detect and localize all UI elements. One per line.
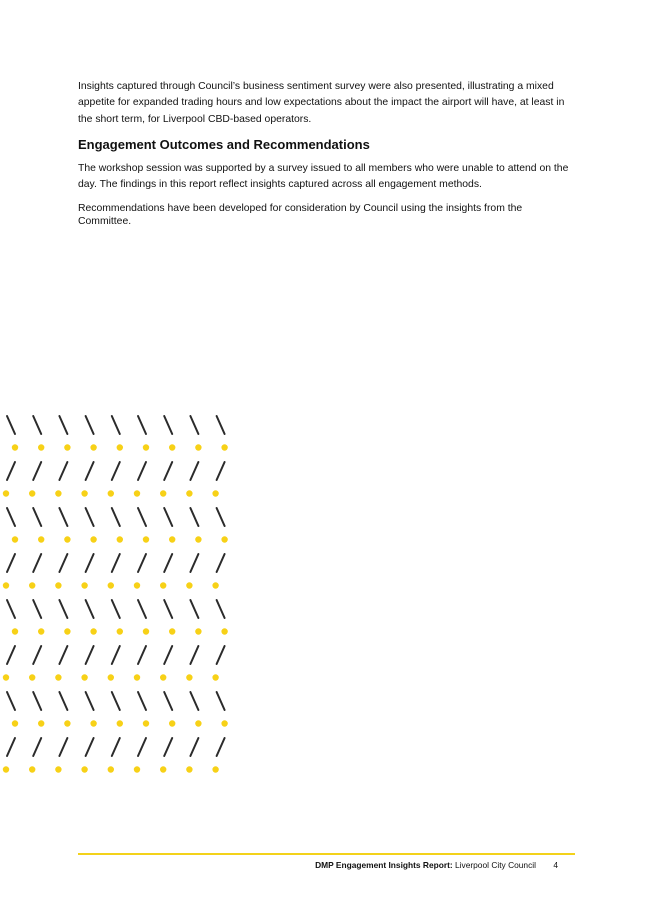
pattern-dash bbox=[59, 692, 67, 710]
pattern-dash bbox=[138, 462, 146, 480]
pattern-dot bbox=[221, 628, 227, 634]
pattern-dot bbox=[195, 444, 201, 450]
pattern-dash bbox=[112, 508, 120, 526]
pattern-dot bbox=[117, 720, 123, 726]
pattern-dash bbox=[86, 646, 94, 664]
pattern-dot bbox=[3, 674, 9, 680]
pattern-dot bbox=[90, 536, 96, 542]
pattern-dot bbox=[55, 674, 61, 680]
pattern-dot bbox=[81, 766, 87, 772]
pattern-dash bbox=[164, 554, 172, 572]
pattern-dot bbox=[221, 720, 227, 726]
pattern-dot bbox=[90, 628, 96, 634]
pattern-dot bbox=[29, 766, 35, 772]
pattern-dash bbox=[138, 508, 146, 526]
pattern-dot bbox=[108, 766, 114, 772]
pattern-dot bbox=[169, 444, 175, 450]
pattern-dot bbox=[221, 444, 227, 450]
pattern-dot bbox=[169, 628, 175, 634]
pattern-dash bbox=[112, 646, 120, 664]
pattern-dot bbox=[55, 766, 61, 772]
pattern-dot bbox=[143, 720, 149, 726]
pattern-dot bbox=[108, 490, 114, 496]
pattern-dot bbox=[134, 674, 140, 680]
pattern-dot bbox=[134, 490, 140, 496]
pattern-dash bbox=[138, 600, 146, 618]
pattern-dot bbox=[195, 720, 201, 726]
pattern-dot bbox=[108, 674, 114, 680]
pattern-dash bbox=[138, 646, 146, 664]
pattern-dot bbox=[186, 766, 192, 772]
pattern-dash bbox=[164, 738, 172, 756]
pattern-dot bbox=[90, 720, 96, 726]
pattern-dot bbox=[212, 582, 218, 588]
pattern-dot bbox=[169, 720, 175, 726]
pattern-dash bbox=[217, 554, 225, 572]
pattern-dot bbox=[12, 444, 18, 450]
pattern-dash bbox=[112, 600, 120, 618]
pattern-dot bbox=[143, 628, 149, 634]
pattern-dot bbox=[3, 490, 9, 496]
pattern-dot bbox=[64, 628, 70, 634]
pattern-dash bbox=[190, 600, 198, 618]
pattern-dot bbox=[3, 766, 9, 772]
pattern-dash bbox=[33, 600, 41, 618]
pattern-dash bbox=[138, 692, 146, 710]
pattern-dash bbox=[112, 554, 120, 572]
body-paragraph-2: The workshop session was supported by a survey issued to all members who were unable to attend on the day. The findings in this report reflect insights captured across all engagement methods. bbox=[78, 162, 569, 191]
pattern-dot bbox=[195, 628, 201, 634]
pattern-dot bbox=[134, 582, 140, 588]
pattern-dash bbox=[33, 508, 41, 526]
pattern-dash bbox=[138, 738, 146, 756]
pattern-dot bbox=[143, 444, 149, 450]
pattern-dot bbox=[81, 582, 87, 588]
pattern-dot bbox=[90, 444, 96, 450]
pattern-dot bbox=[160, 582, 166, 588]
pattern-dash bbox=[59, 416, 67, 434]
pattern-dash bbox=[7, 554, 15, 572]
pattern-dash bbox=[138, 416, 146, 434]
pattern-dot bbox=[221, 536, 227, 542]
pattern-dash bbox=[112, 416, 120, 434]
pattern-dash bbox=[7, 738, 15, 756]
pattern-dash bbox=[217, 462, 225, 480]
pattern-dot bbox=[186, 674, 192, 680]
pattern-dash bbox=[33, 692, 41, 710]
pattern-dash bbox=[112, 462, 120, 480]
pattern-dot bbox=[29, 674, 35, 680]
pattern-dot bbox=[117, 444, 123, 450]
pattern-dot bbox=[38, 720, 44, 726]
pattern-dash bbox=[86, 462, 94, 480]
pattern-dash bbox=[217, 738, 225, 756]
page-footer bbox=[315, 859, 558, 871]
pattern-dot bbox=[81, 674, 87, 680]
pattern-dash bbox=[59, 462, 67, 480]
pattern-dot bbox=[3, 582, 9, 588]
pattern-dash bbox=[33, 738, 41, 756]
pattern-dash bbox=[7, 508, 15, 526]
pattern-dot bbox=[29, 582, 35, 588]
pattern-dot bbox=[55, 582, 61, 588]
pattern-dash bbox=[86, 554, 94, 572]
pattern-dash bbox=[59, 554, 67, 572]
pattern-dot bbox=[186, 490, 192, 496]
pattern-dot bbox=[212, 490, 218, 496]
pattern-dot bbox=[29, 490, 35, 496]
pattern-dot bbox=[160, 674, 166, 680]
pattern-dash bbox=[190, 738, 198, 756]
pattern-dot bbox=[160, 766, 166, 772]
page-number: 4 bbox=[553, 860, 558, 870]
pattern-dot bbox=[195, 536, 201, 542]
pattern-dot bbox=[212, 766, 218, 772]
pattern-dash bbox=[190, 508, 198, 526]
pattern-dash bbox=[7, 600, 15, 618]
footer-report-title: DMP Engagement Insights Report: bbox=[315, 860, 453, 870]
footer-organisation: Liverpool City Council bbox=[455, 860, 536, 870]
pattern-dot bbox=[55, 490, 61, 496]
pattern-dot bbox=[81, 490, 87, 496]
pattern-dash bbox=[217, 416, 225, 434]
pattern-dash bbox=[190, 692, 198, 710]
pattern-dash bbox=[112, 738, 120, 756]
pattern-dash bbox=[86, 508, 94, 526]
pattern-dash bbox=[138, 554, 146, 572]
pattern-dash bbox=[86, 692, 94, 710]
pattern-dot bbox=[64, 444, 70, 450]
pattern-dash bbox=[190, 646, 198, 664]
pattern-dash bbox=[59, 508, 67, 526]
pattern-dash bbox=[86, 600, 94, 618]
pattern-dash bbox=[7, 692, 15, 710]
decorative-dash-dot-pattern bbox=[0, 406, 240, 778]
pattern-dash bbox=[59, 600, 67, 618]
pattern-dash bbox=[7, 416, 15, 434]
pattern-dash bbox=[217, 508, 225, 526]
pattern-dash bbox=[59, 646, 67, 664]
page-content bbox=[78, 79, 578, 228]
pattern-dot bbox=[134, 766, 140, 772]
pattern-dot bbox=[108, 582, 114, 588]
pattern-dash bbox=[164, 692, 172, 710]
pattern-dot bbox=[143, 536, 149, 542]
pattern-dash bbox=[33, 554, 41, 572]
pattern-dot bbox=[38, 536, 44, 542]
pattern-dash bbox=[164, 646, 172, 664]
pattern-dot bbox=[12, 628, 18, 634]
pattern-dot bbox=[64, 720, 70, 726]
pattern-dash bbox=[190, 462, 198, 480]
pattern-dash bbox=[86, 416, 94, 434]
pattern-dash bbox=[86, 738, 94, 756]
pattern-dot bbox=[186, 582, 192, 588]
pattern-dash bbox=[164, 600, 172, 618]
pattern-dot bbox=[12, 536, 18, 542]
section-heading: Engagement Outcomes and Recommendations bbox=[78, 136, 370, 152]
pattern-dash bbox=[7, 462, 15, 480]
pattern-dot bbox=[212, 674, 218, 680]
pattern-dot bbox=[12, 720, 18, 726]
pattern-dash bbox=[33, 462, 41, 480]
body-paragraph-1: Insights captured through Council’s business sentiment survey were also presented, illustrating a mixed appetite for expanded trading hours and low expectations about the impact the airport will have, at least in the short term, for Liverpool CBD-based operators. bbox=[78, 81, 565, 125]
body-paragraph-3: Recommendations have been developed for consideration by Council using the insights from the Committee. bbox=[78, 203, 523, 228]
pattern-dot bbox=[117, 628, 123, 634]
pattern-dot bbox=[38, 628, 44, 634]
pattern-dash bbox=[33, 416, 41, 434]
footer-divider bbox=[78, 853, 575, 855]
pattern-dash bbox=[33, 646, 41, 664]
pattern-dash bbox=[190, 416, 198, 434]
pattern-dash bbox=[164, 508, 172, 526]
pattern-dot bbox=[38, 444, 44, 450]
pattern-dash bbox=[59, 738, 67, 756]
pattern-dash bbox=[190, 554, 198, 572]
pattern-dot bbox=[160, 490, 166, 496]
pattern-dash bbox=[217, 600, 225, 618]
pattern-dot bbox=[117, 536, 123, 542]
pattern-dash bbox=[112, 692, 120, 710]
pattern-dash bbox=[217, 692, 225, 710]
pattern-dash bbox=[7, 646, 15, 664]
pattern-dot bbox=[169, 536, 175, 542]
pattern-dot bbox=[64, 536, 70, 542]
pattern-dash bbox=[164, 416, 172, 434]
pattern-dash bbox=[164, 462, 172, 480]
pattern-dash bbox=[217, 646, 225, 664]
